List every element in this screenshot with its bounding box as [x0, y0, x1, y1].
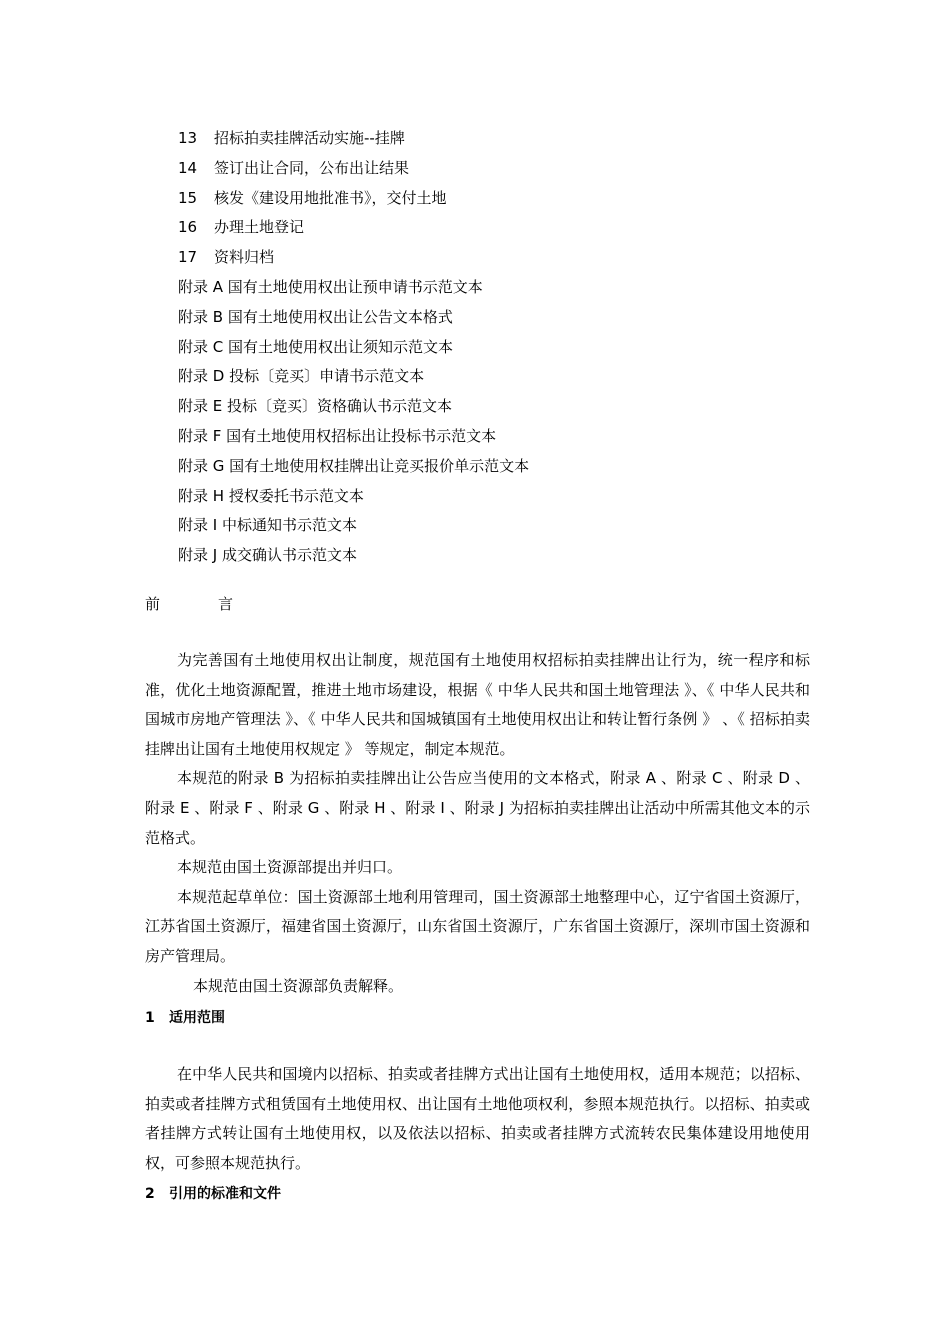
- toc-item-label: 核发《建设用地批准书》，交付土地: [214, 188, 447, 207]
- toc-item-number: 17: [178, 248, 198, 267]
- toc-item-label: 签订出让合同，公布出让结果: [214, 158, 410, 177]
- section-number: 2: [145, 1186, 155, 1202]
- foreword-title-char: 前: [145, 595, 161, 613]
- foreword-paragraph: 本规范起草单位：国土资源部土地利用管理司，国土资源部土地整理中心，辽宁省国土资源厅，江苏省国土资源厅，福建省国土资源厅，山东省国土资源厅，广东省国土资源厅，深圳市国土资源和房产管理局。: [145, 887, 810, 965]
- section-body-scope: [145, 1060, 810, 1178]
- toc-appendix-j[interactable]: 附录 J 成交确认书示范文本: [178, 546, 357, 565]
- table-of-contents: [178, 124, 818, 571]
- toc-item-label: 办理土地登记: [214, 218, 305, 237]
- toc-appendix-a[interactable]: 附录 A 国有土地使用权出让预申请书示范文本: [178, 277, 483, 296]
- toc-item-number: 13: [178, 129, 198, 147]
- toc-item-label: 招标拍卖挂牌活动实施--挂牌: [214, 129, 405, 147]
- toc-item-number: 14: [178, 158, 198, 177]
- toc-appendix-i[interactable]: 附录 I 中标通知书示范文本: [178, 516, 357, 535]
- foreword-paragraph: 本规范由国土资源部负责解释。: [193, 976, 404, 995]
- toc-item[interactable]: [178, 243, 818, 273]
- toc-appendix-h[interactable]: 附录 H 授权委托书示范文本: [178, 486, 364, 505]
- toc-appendix-c[interactable]: 附录 C 国有土地使用权出让须知示范文本: [178, 337, 454, 356]
- toc-item[interactable]: [178, 184, 818, 214]
- toc-appendix-e[interactable]: 附录 E 投标〔竞买〕资格确认书示范文本: [178, 397, 453, 416]
- toc-item[interactable]: [178, 213, 818, 243]
- toc-appendix-b[interactable]: 附录 B 国有土地使用权出让公告文本格式: [178, 307, 453, 326]
- section-title: 引用的标准和文件: [169, 1186, 281, 1202]
- toc-item[interactable]: [178, 124, 818, 154]
- section-heading-scope: [145, 1006, 225, 1030]
- toc-item[interactable]: [178, 154, 818, 184]
- foreword-title-char: 言: [218, 595, 234, 613]
- section-number: 1: [145, 1010, 155, 1026]
- toc-item-number: 16: [178, 218, 198, 237]
- section-heading-references: [145, 1182, 281, 1206]
- foreword-paragraph: 为完善国有土地使用权出让制度，规范国有土地使用权招标拍卖挂牌出让行为，统一程序和标准，优化土地资源配置，推进土地市场建设，根据《 中华人民共和国土地管理法 》、《 中华人民共和国城市房地产管理法 》、《 中华人民共和国城镇国有土地使用权出让和转让暂行条例 》 、《 招标拍卖挂牌出让国有土地使用权规定 》 等规定，制定本规范。: [145, 651, 810, 758]
- section-paragraph: 在中华人民共和国境内以招标、拍卖或者挂牌方式出让国有土地使用权，适用本规范；以招标、拍卖或者挂牌方式租赁国有土地使用权、出让国有土地他项权利，参照本规范执行。以招标、拍卖或者挂牌方式转让国有土地使用权，以及依法以招标、拍卖或者挂牌方式流转农民集体建设用地使用权，可参照本规范执行。: [145, 1065, 810, 1172]
- section-title: 适用范围: [169, 1010, 225, 1026]
- toc-item-label: 资料归档: [214, 248, 275, 267]
- foreword-body: [145, 646, 810, 1001]
- foreword-paragraph: 本规范由国土资源部提出并归口。: [177, 858, 403, 877]
- toc-appendix-f[interactable]: 附录 F 国有土地使用权招标出让投标书示范文本: [178, 426, 497, 445]
- toc-appendix-d[interactable]: 附录 D 投标〔竞买〕申请书示范文本: [178, 367, 425, 386]
- foreword-paragraph: 本规范的附录 B 为招标拍卖挂牌出让公告应当使用的文本格式，附录 A 、附录 C 、附录 D 、附录 E 、附录 F 、附录 G 、附录 H 、附录 I 、附录 J 为招标拍卖挂牌出让活动中所需其他文本的示范格式。: [145, 769, 810, 847]
- toc-appendix-g[interactable]: 附录 G 国有土地使用权挂牌出让竞买报价单示范文本: [178, 456, 530, 475]
- foreword-title: [145, 590, 233, 618]
- toc-item-number: 15: [178, 188, 198, 207]
